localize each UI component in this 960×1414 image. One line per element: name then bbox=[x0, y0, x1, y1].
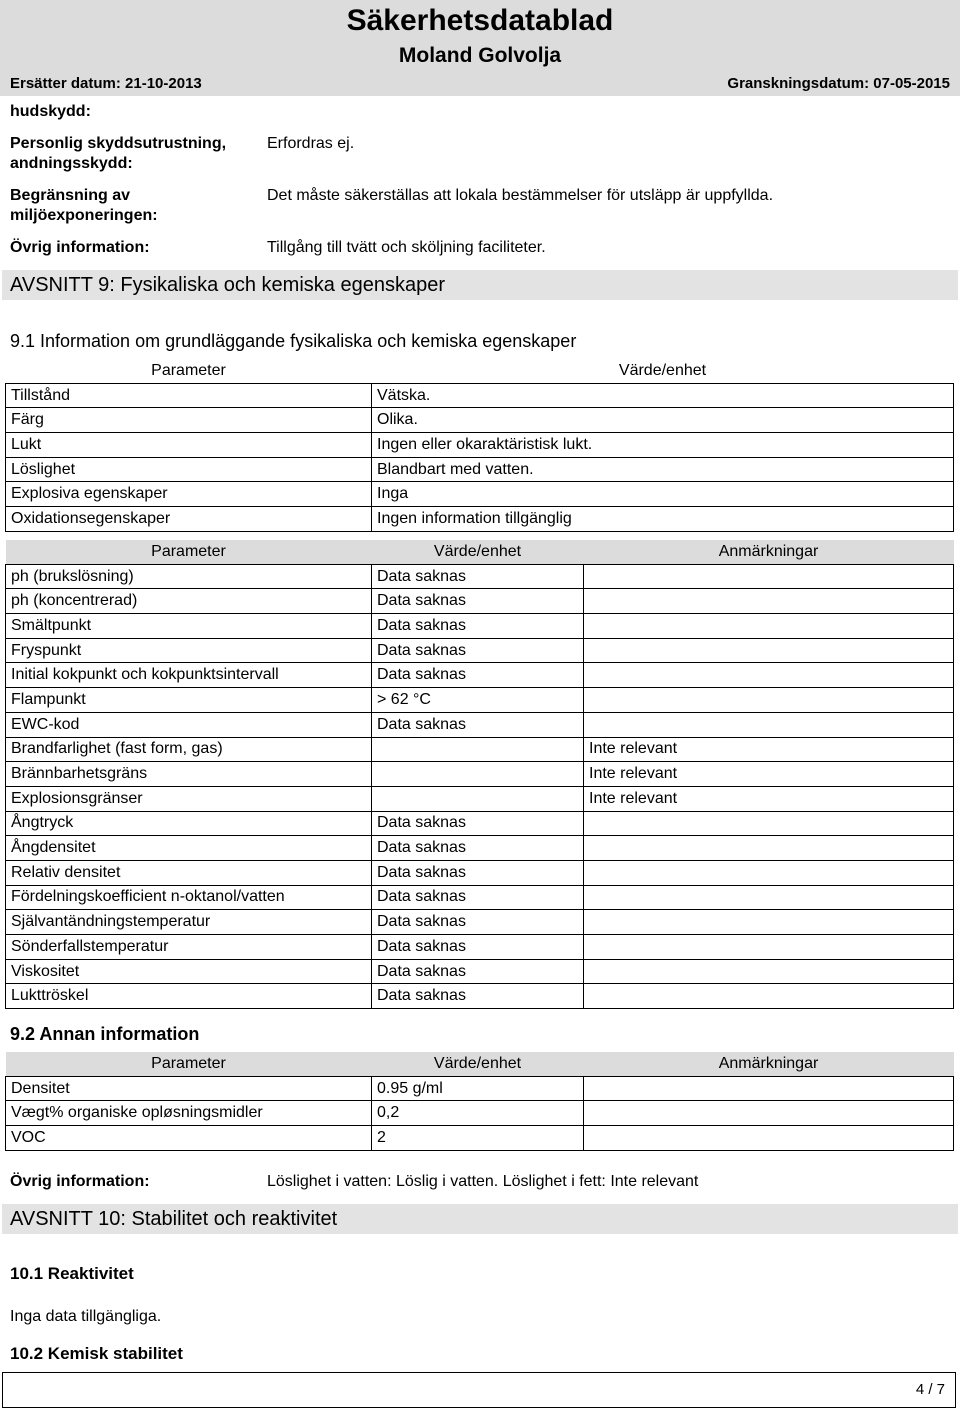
parameter-cell: Självantändningstemperatur bbox=[6, 910, 372, 935]
remarks-cell bbox=[584, 688, 954, 713]
remarks-cell bbox=[584, 638, 954, 663]
value-cell: Ingen information tillgänglig bbox=[372, 507, 954, 532]
product-name: Moland Golvolja bbox=[398, 44, 562, 67]
parameter-cell: Tillstånd bbox=[6, 383, 372, 408]
reactivity-text: Inga data tillgängliga. bbox=[10, 1308, 162, 1325]
value-cell: Data saknas bbox=[372, 910, 584, 935]
table-row bbox=[6, 737, 954, 762]
column-header-parameter: Parameter bbox=[6, 540, 372, 564]
document-header bbox=[0, 0, 960, 96]
remarks-cell: Inte relevant bbox=[584, 786, 954, 811]
table-row bbox=[6, 1126, 954, 1151]
value-cell: 0.95 g/ml bbox=[372, 1076, 584, 1101]
remarks-cell bbox=[584, 910, 954, 935]
table-row bbox=[6, 1101, 954, 1126]
page-footer bbox=[2, 1372, 956, 1408]
table-row bbox=[6, 663, 954, 688]
parameter-cell: Initial kokpunkt och kokpunktsintervall bbox=[6, 663, 372, 688]
remarks-cell bbox=[584, 885, 954, 910]
value-cell: Data saknas bbox=[372, 589, 584, 614]
value-cell: Data saknas bbox=[372, 836, 584, 861]
value-cell: Data saknas bbox=[372, 959, 584, 984]
table-row bbox=[6, 910, 954, 935]
column-header-value: Värde/enhet bbox=[372, 1052, 584, 1076]
parameter-cell: ph (koncentrerad) bbox=[6, 589, 372, 614]
table-row bbox=[6, 457, 954, 482]
parameter-cell: Brandfarlighet (fast form, gas) bbox=[6, 737, 372, 762]
remarks-cell bbox=[584, 860, 954, 885]
remarks-cell bbox=[584, 1126, 954, 1151]
column-header-remarks: Anmärkningar bbox=[584, 1052, 954, 1076]
value-cell: 2 bbox=[372, 1126, 584, 1151]
parameter-cell: Fördelningskoefficient n-oktanol/vatten bbox=[6, 885, 372, 910]
parameter-cell: Densitet bbox=[6, 1076, 372, 1101]
remarks-cell bbox=[584, 1076, 954, 1101]
parameter-cell: Vægt% organiske opløsningsmidler bbox=[6, 1101, 372, 1126]
column-header-value: Värde/enhet bbox=[372, 540, 584, 564]
replaces-date: Ersätter datum: 21-10-2013 bbox=[10, 75, 202, 92]
value-cell: Data saknas bbox=[372, 885, 584, 910]
table-row bbox=[6, 935, 954, 960]
column-header-value: Värde/enhet bbox=[372, 359, 954, 383]
section-9-other-value: Löslighet i vatten: Löslig i vatten. Löslighet i fett: Inte relevant bbox=[267, 1173, 699, 1190]
subsection-9-1-title: 9.1 Information om grundläggande fysikaliska och kemiska egenskaper bbox=[10, 331, 577, 351]
environmental-exposure-value: Det måste säkerställas att lokala bestämmelser för utsläpp är uppfyllda. bbox=[267, 187, 774, 204]
section-9-other-label: Övrig information: bbox=[10, 1173, 150, 1190]
remarks-cell bbox=[584, 959, 954, 984]
table-row bbox=[6, 1076, 954, 1101]
parameter-cell: Viskositet bbox=[6, 959, 372, 984]
document-title: Säkerhetsdatablad bbox=[346, 4, 614, 37]
remarks-cell bbox=[584, 589, 954, 614]
value-cell bbox=[372, 786, 584, 811]
table-row bbox=[6, 564, 954, 589]
column-header-parameter: Parameter bbox=[6, 1052, 372, 1076]
parameter-cell: Smältpunkt bbox=[6, 614, 372, 639]
table-row bbox=[6, 984, 954, 1009]
remarks-cell bbox=[584, 663, 954, 688]
table-row bbox=[6, 433, 954, 458]
parameter-cell: Oxidationsegenskaper bbox=[6, 507, 372, 532]
table-row bbox=[6, 786, 954, 811]
value-cell: Vätska. bbox=[372, 383, 954, 408]
value-cell: Data saknas bbox=[372, 712, 584, 737]
value-cell: Inga bbox=[372, 482, 954, 507]
value-cell: Blandbart med vatten. bbox=[372, 457, 954, 482]
parameter-cell: Brännbarhetsgräns bbox=[6, 762, 372, 787]
parameter-cell: Ångdensitet bbox=[6, 836, 372, 861]
parameter-cell: Explosiva egenskaper bbox=[6, 482, 372, 507]
parameter-cell: Flampunkt bbox=[6, 688, 372, 713]
table-row bbox=[6, 482, 954, 507]
table-row bbox=[6, 614, 954, 639]
parameter-cell: Fryspunkt bbox=[6, 638, 372, 663]
environmental-exposure-label: Begränsning av miljöexponeringen: bbox=[10, 187, 158, 224]
parameter-cell: EWC-kod bbox=[6, 712, 372, 737]
table-row bbox=[6, 507, 954, 532]
table-row bbox=[6, 688, 954, 713]
other-information-value: Tillgång till tvätt och sköljning faciliteter. bbox=[267, 239, 546, 256]
value-cell: Data saknas bbox=[372, 564, 584, 589]
remarks-cell bbox=[584, 564, 954, 589]
other-information-label: Övrig information: bbox=[10, 239, 150, 256]
parameter-cell: Relativ densitet bbox=[6, 860, 372, 885]
value-cell: Olika. bbox=[372, 408, 954, 433]
value-cell: Ingen eller okaraktäristisk lukt. bbox=[372, 433, 954, 458]
subsection-10-2-title: 10.2 Kemisk stabilitet bbox=[10, 1344, 183, 1363]
value-cell: Data saknas bbox=[372, 638, 584, 663]
value-cell: > 62 °C bbox=[372, 688, 584, 713]
value-cell bbox=[372, 762, 584, 787]
basic-properties-table bbox=[5, 359, 954, 532]
table-row bbox=[6, 885, 954, 910]
subsection-9-2-title: 9.2 Annan information bbox=[10, 1024, 200, 1044]
remarks-cell bbox=[584, 1101, 954, 1126]
parameter-cell: VOC bbox=[6, 1126, 372, 1151]
hand-protection-label: hudskydd: bbox=[10, 103, 91, 120]
column-header-remarks: Anmärkningar bbox=[584, 540, 954, 564]
table-row bbox=[6, 638, 954, 663]
remarks-cell bbox=[584, 836, 954, 861]
table-row bbox=[6, 408, 954, 433]
parameter-cell: Lukttröskel bbox=[6, 984, 372, 1009]
parameter-cell: Ångtryck bbox=[6, 811, 372, 836]
table-row bbox=[6, 836, 954, 861]
parameter-cell: Explosionsgränser bbox=[6, 786, 372, 811]
section-9-title: AVSNITT 9: Fysikaliska och kemiska egenskaper bbox=[2, 270, 958, 300]
subsection-10-1-title: 10.1 Reaktivitet bbox=[10, 1264, 134, 1283]
table-row bbox=[6, 383, 954, 408]
table-row bbox=[6, 811, 954, 836]
respiratory-protection-value: Erfordras ej. bbox=[267, 135, 355, 152]
remarks-cell bbox=[584, 811, 954, 836]
parameter-cell: Färg bbox=[6, 408, 372, 433]
value-cell: Data saknas bbox=[372, 860, 584, 885]
value-cell: Data saknas bbox=[372, 984, 584, 1009]
remarks-cell: Inte relevant bbox=[584, 762, 954, 787]
section-10-title: AVSNITT 10: Stabilitet och reaktivitet bbox=[2, 1204, 958, 1234]
remarks-cell bbox=[584, 614, 954, 639]
table-row bbox=[6, 712, 954, 737]
parameter-cell: Sönderfallstemperatur bbox=[6, 935, 372, 960]
table-row bbox=[6, 959, 954, 984]
table-row bbox=[6, 589, 954, 614]
properties-table bbox=[5, 540, 954, 1009]
value-cell: Data saknas bbox=[372, 614, 584, 639]
page-number: 4 / 7 bbox=[915, 1381, 945, 1398]
parameter-cell: ph (brukslösning) bbox=[6, 564, 372, 589]
parameter-cell: Lukt bbox=[6, 433, 372, 458]
review-date: Granskningsdatum: 07-05-2015 bbox=[727, 75, 950, 92]
value-cell: Data saknas bbox=[372, 935, 584, 960]
remarks-cell bbox=[584, 712, 954, 737]
value-cell bbox=[372, 737, 584, 762]
column-header-parameter: Parameter bbox=[6, 359, 372, 383]
other-properties-table bbox=[5, 1052, 954, 1151]
remarks-cell bbox=[584, 935, 954, 960]
parameter-cell: Löslighet bbox=[6, 457, 372, 482]
table-row bbox=[6, 762, 954, 787]
remarks-cell: Inte relevant bbox=[584, 737, 954, 762]
remarks-cell bbox=[584, 984, 954, 1009]
value-cell: Data saknas bbox=[372, 663, 584, 688]
table-row bbox=[6, 860, 954, 885]
value-cell: 0,2 bbox=[372, 1101, 584, 1126]
respiratory-protection-label: Personlig skyddsutrustning, andningsskydd: bbox=[10, 135, 227, 172]
value-cell: Data saknas bbox=[372, 811, 584, 836]
